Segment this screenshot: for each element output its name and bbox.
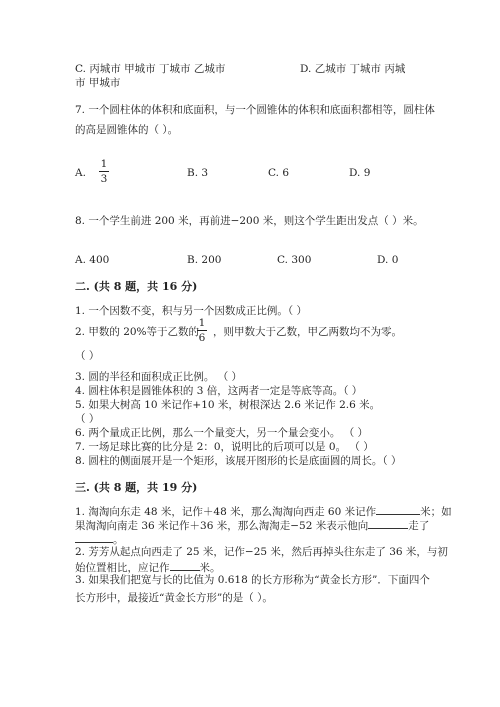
s2-item-1: 1. 一个因数不变，积与另一个因数成正比例。（ ） bbox=[75, 305, 307, 317]
q7-option-d: D. 9 bbox=[349, 167, 371, 179]
q7-option-c: C. 6 bbox=[268, 167, 290, 179]
fraction-bar bbox=[99, 171, 109, 172]
s3-q2-line1: 2. 芳芳从起点向西走了 25 米，记作−25 米，然后再掉头往东走了 36 米，与初 bbox=[75, 546, 448, 558]
s2-item-4: 4. 圆柱体积是圆锥体积的 3 倍，这两者一定是等底等高。（ ） bbox=[75, 385, 363, 397]
s3-q1-line2-text: 果淘淘向南走 36 米记作＋36 米，那么淘淘走−52 米表示他向 bbox=[75, 520, 369, 532]
q7-option-a-fraction bbox=[97, 158, 111, 185]
q6-option-d-line1: D. 乙城市 丁城市 丙城 bbox=[300, 63, 406, 75]
section-3-heading: 三. (共 8 题，共 19 分) bbox=[75, 481, 198, 494]
q8-option-c: C. 300 bbox=[277, 254, 312, 266]
fraction-denominator: 3 bbox=[100, 173, 108, 185]
answer-blank[interactable] bbox=[170, 559, 200, 571]
s3-q1-line3-tail: 。 bbox=[113, 534, 124, 546]
fraction-numerator: 1 bbox=[198, 317, 206, 329]
s2-item-6: 6. 两个量成正比例，那么一个量变大，另一个量会变小。 （ ） bbox=[75, 427, 369, 439]
fraction-numerator: 1 bbox=[100, 158, 108, 170]
q8-option-b: B. 200 bbox=[187, 254, 222, 266]
s3-q1-line1-tail: 米；如 bbox=[420, 506, 452, 518]
s2-item-5-answer: （ ） bbox=[75, 413, 100, 425]
s2-item-2-answer: （ ） bbox=[75, 350, 100, 362]
s2-item-3: 3. 圆的半径和面积成正比例。 （ ） bbox=[75, 371, 243, 383]
s2-item-2-part1: 2. 甲数的 20%等于乙数的 bbox=[75, 326, 200, 338]
q7-option-b: B. 3 bbox=[187, 167, 209, 179]
s3-q3-line2: 长方形中，最接近“黄金长方形”的是（ ）。 bbox=[75, 592, 273, 604]
s2-item-7: 7. 一场足球比赛的比分是 2：0，说明比的后项可以是 0。 （ ） bbox=[75, 441, 374, 453]
s3-q1-line1-text: 1. 淘淘向东走 48 米，记作＋48 米，那么淘淘向西走 60 米记作 bbox=[75, 506, 377, 518]
s2-item-8: 8. 圆柱的侧面展开是一个矩形，该展开图形的长是底面圆的周长。（ ） bbox=[75, 455, 402, 467]
section-2-heading: 二. (共 8 题，共 16 分) bbox=[75, 280, 198, 293]
s2-item-2-fraction bbox=[195, 317, 209, 344]
s3-q1-line2 bbox=[75, 517, 429, 533]
q8-option-a: A. 400 bbox=[75, 254, 110, 266]
q7-stem-line1: 7. 一个圆柱体的体积和底面积，与一个圆锥体的体积和底面积都相等，圆柱体 bbox=[75, 104, 435, 116]
q8-option-d: D. 0 bbox=[377, 254, 399, 266]
q8-stem: 8. 一个学生前进 200 米，再前进−200 米，则这个学生距出发点（ ）米。 bbox=[75, 215, 424, 227]
fraction-denominator: 6 bbox=[198, 332, 206, 344]
s3-q2-line2-tail: 米。 bbox=[199, 562, 221, 574]
q6-option-c: C. 丙城市 甲城市 丁城市 乙城市 bbox=[75, 63, 226, 75]
s2-item-5: 5. 如果大树高 10 米记作+10 米，树根深达 2.6 米记作 2.6 米。 bbox=[75, 399, 381, 411]
s3-q2-line2-text: 始位置相比，应记作 bbox=[75, 562, 170, 574]
s2-item-2-part2: ，则甲数大于乙数，甲乙两数均不为零。 bbox=[213, 326, 402, 338]
answer-blank[interactable] bbox=[376, 503, 420, 515]
answer-blank[interactable] bbox=[368, 517, 408, 529]
fraction-bar bbox=[197, 330, 207, 331]
q6-option-d-line2: 市 甲城市 bbox=[75, 77, 121, 89]
s3-q3-line1: 3. 如果我们把宽与长的比值为 0.618 的长方形称为“黄金长方形”．下面四个 bbox=[75, 574, 430, 586]
q7-stem-line2: 的高是圆锥体的（ ）。 bbox=[75, 124, 179, 136]
answer-blank[interactable] bbox=[75, 531, 113, 543]
q7-option-a-label: A. bbox=[75, 167, 86, 179]
s3-q1-line2-tail: 走了 bbox=[408, 520, 430, 532]
